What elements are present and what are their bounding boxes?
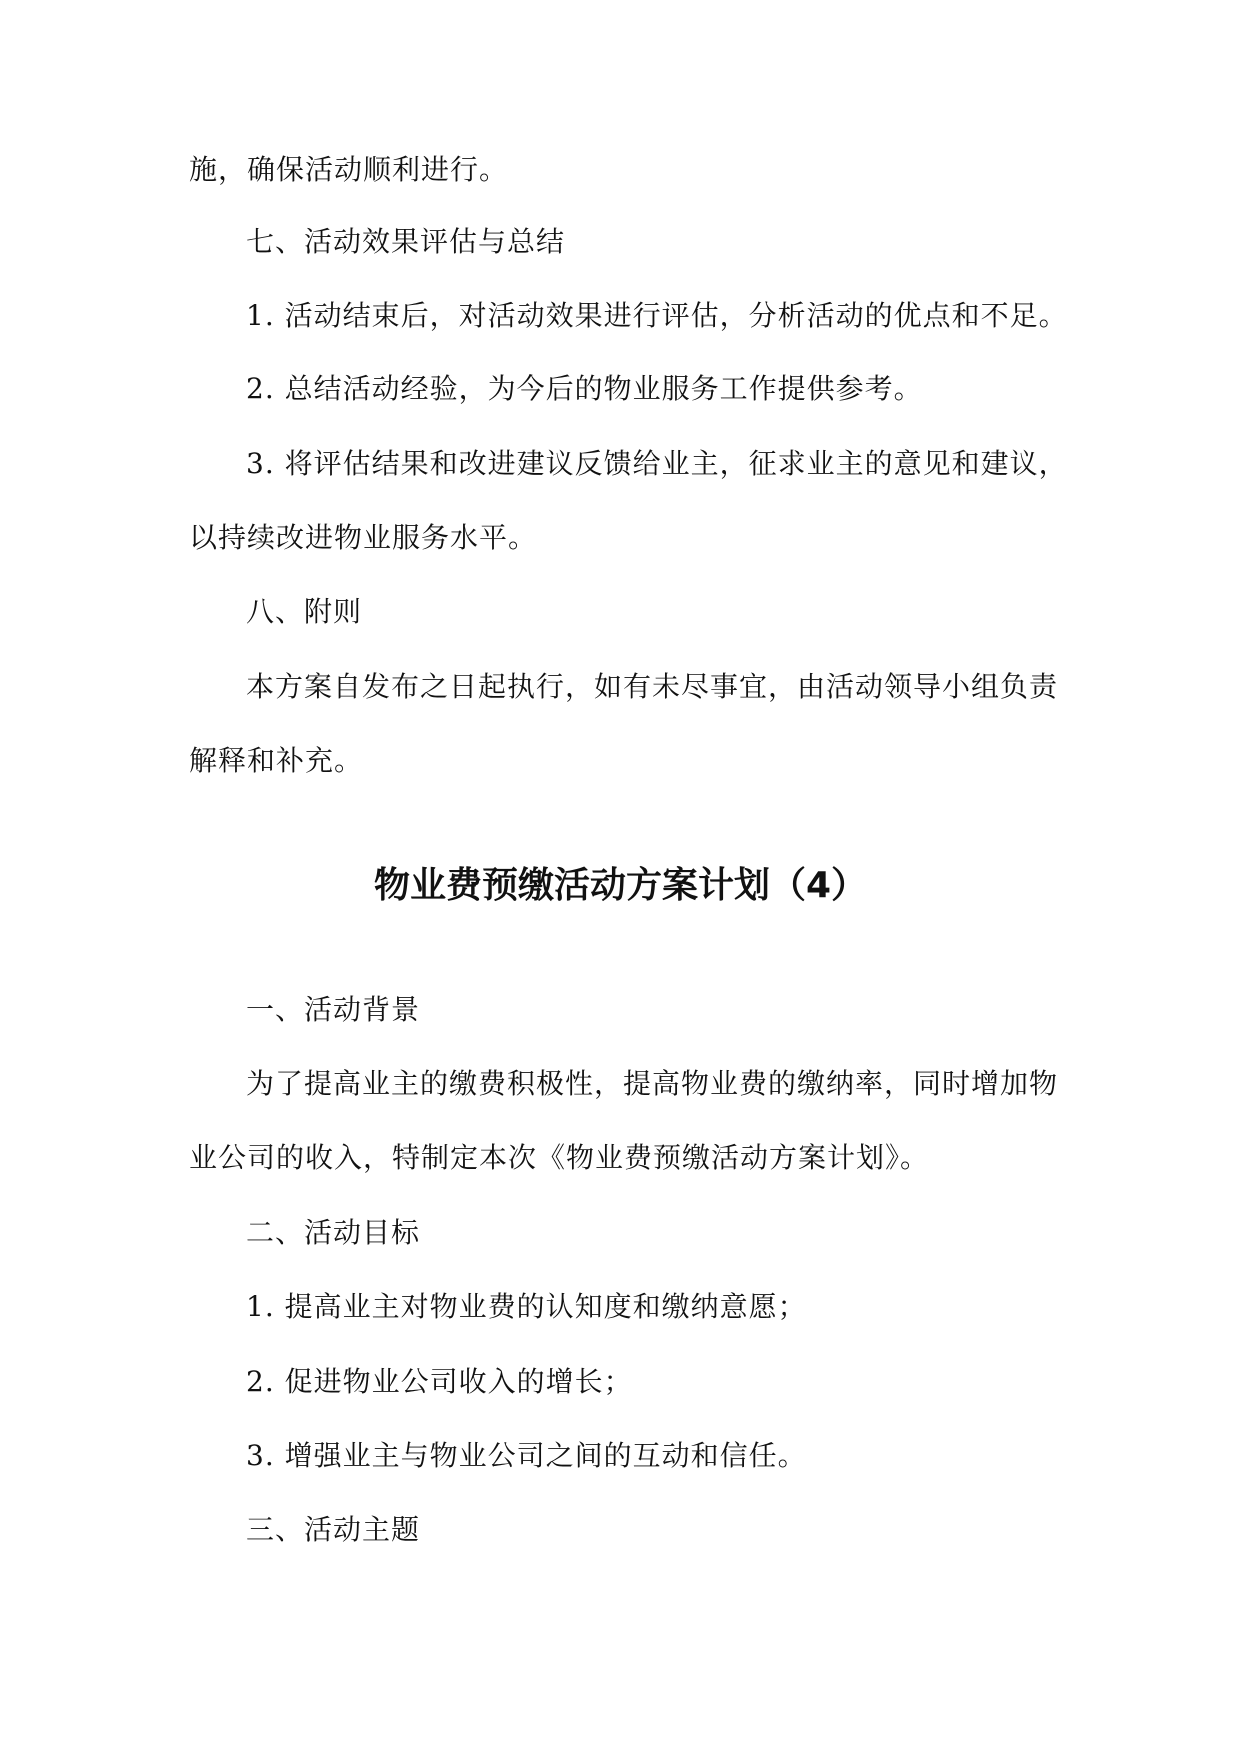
list-item: 1. 提高业主对物业费的认知度和缴纳意愿； — [246, 1290, 807, 1323]
paragraph-continuation: 解释和补充。 — [189, 744, 364, 777]
list-item: 2. 总结活动经验，为今后的物业服务工作提供参考。 — [246, 372, 923, 405]
section-heading-one: 一、活动背景 — [246, 993, 421, 1026]
list-item: 3. 增强业主与物业公司之间的互动和信任。 — [246, 1439, 807, 1472]
paragraph: 为了提高业主的缴费积极性，提高物业费的缴纳率，同时增加物 — [246, 1067, 1059, 1100]
section-heading-eight: 八、附则 — [246, 595, 363, 628]
list-item: 3. 将评估结果和改进建议反馈给业主，征求业主的意见和建议， — [246, 447, 1068, 480]
section-heading-three: 三、活动主题 — [246, 1513, 421, 1546]
list-item: 2. 促进物业公司收入的增长； — [246, 1365, 633, 1398]
list-item-continuation: 以持续改进物业服务水平。 — [189, 521, 538, 554]
section-heading-seven: 七、活动效果评估与总结 — [246, 225, 566, 258]
paragraph-continuation: 施，确保活动顺利进行。 — [189, 153, 509, 186]
paragraph-continuation: 业公司的收入，特制定本次《物业费预缴活动方案计划》。 — [189, 1141, 930, 1174]
paragraph: 本方案自发布之日起执行，如有未尽事宜，由活动领导小组负责 — [246, 670, 1059, 703]
document-title: 物业费预缴活动方案计划（4） — [373, 865, 868, 906]
section-heading-two: 二、活动目标 — [246, 1216, 421, 1249]
list-item: 1. 活动结束后，对活动效果进行评估，分析活动的优点和不足。 — [246, 299, 1068, 332]
